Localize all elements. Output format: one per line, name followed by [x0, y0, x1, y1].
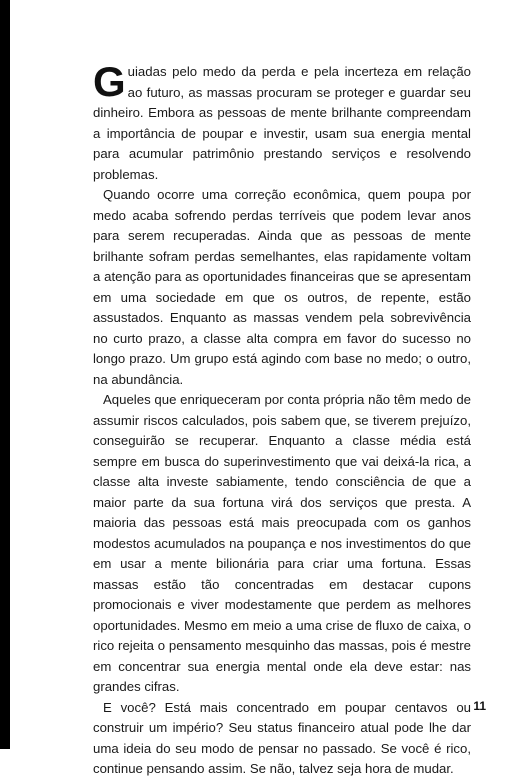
- paragraph-1-text: uiadas pelo medo da perda e pela incerteza em relação ao futuro, as massas procuram se proteger e guardar seu dinheiro. Embora as pessoas de mente brilhante compreendam a importância de poupar e investir, usam sua energia mental para acumular patrimônio prestando serviços e resolvendo problemas.: [93, 64, 471, 182]
- book-spine-edge: [0, 0, 10, 749]
- page-number: 11: [473, 699, 486, 713]
- paragraph-4: E você? Está mais concentrado em poupar centavos ou construir um império? Seu status financeiro atual pode lhe dar uma ideia do seu modo de pensar no passado. Se você é rico, continue pensando assim. Se não, talvez seja hora de mudar.: [93, 699, 471, 776]
- paragraph-2: Quando ocorre uma correção econômica, quem poupa por medo acaba sofrendo perdas terríveis que podem levar anos para serem recuperadas. Ainda que as pessoas de mente brilhante sofram perdas semelhantes, elas rapidamente voltam a atenção para as oportunidades financeiras que se apresentam em uma sociedade em que os outros, de repente, estão assustados. Enquanto as massas vendem pela sobrevivência no curto prazo, a classe alta compra em favor do sucesso no longo prazo. Um grupo está agindo com base no medo; o outro, na abundância.: [93, 187, 471, 387]
- body-text: [93, 58, 471, 780]
- paragraph-3: Aqueles que enriqueceram por conta própria não têm medo de assumir riscos calculados, pois sabem que, se tiverem prejuízo, conseguirão se recuperar. Enquanto a classe média está sempre em busca do superinvestimento que vai deixá-la rica, a classe alta investe sabiamente, tendo consciência de que a maior parte da sua fortuna virá dos serviços que presta. A maioria das pessoas está mais preocupada com os ganhos modestos acumulados na poupança e nos investimentos do que em usar a mente bilionária para criar uma fortuna. Essas massas estão tão concentradas em destacar cupons promocionais e viver modestamente que perdem as melhores oportunidades. Mesmo em meio a uma crise de fluxo de caixa, o rico rejeita o pensamento mesquinho das massas, pois é mestre em concentrar sua energia mental onde ela deve estar: nas grandes cifras.: [93, 392, 471, 694]
- drop-cap: G: [93, 58, 126, 105]
- book-page: [10, 0, 506, 776]
- paragraph-1: [93, 58, 471, 185]
